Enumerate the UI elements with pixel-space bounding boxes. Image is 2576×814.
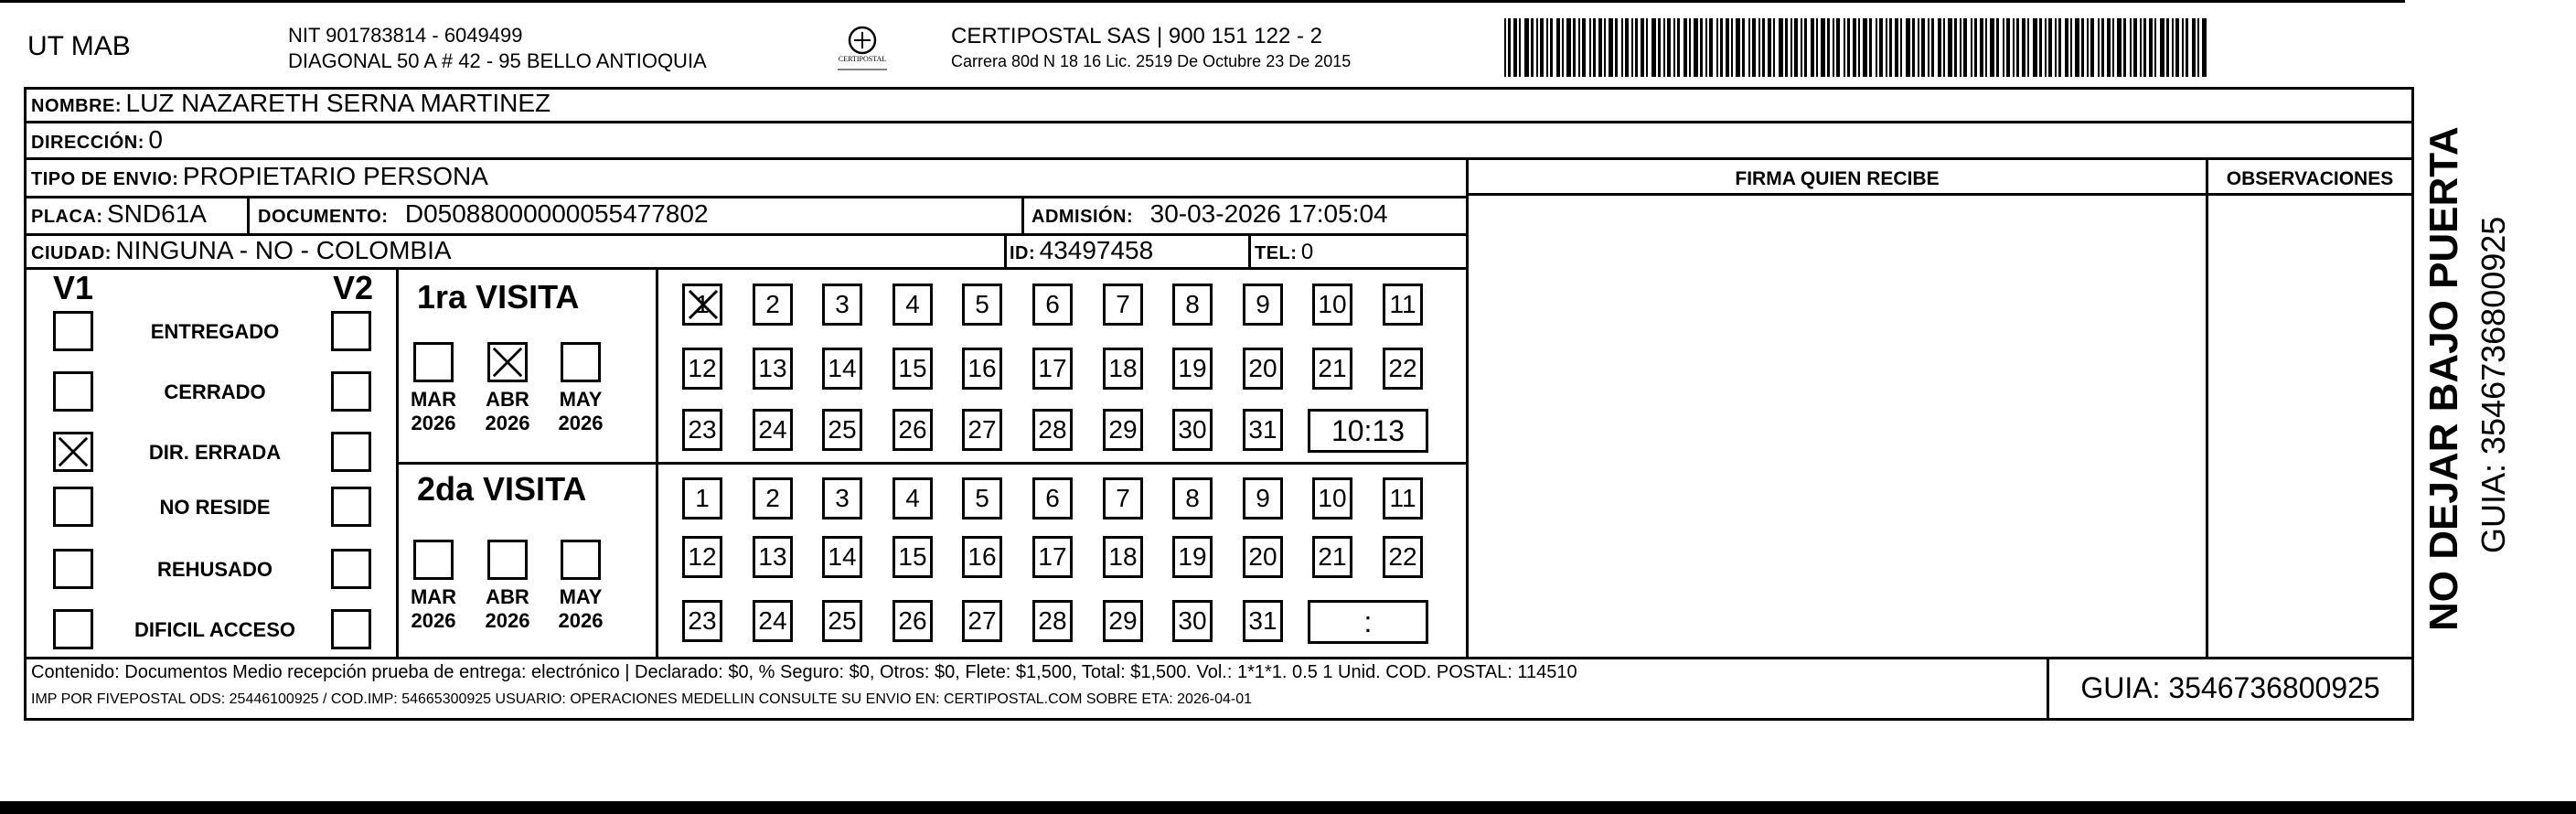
day-box[interactable]: 20 xyxy=(1243,536,1283,578)
month-checkbox[interactable] xyxy=(487,540,528,580)
year-label: 2026 xyxy=(485,412,530,434)
day-box[interactable]: 18 xyxy=(1103,348,1143,390)
day-box[interactable]: 5 xyxy=(962,477,1002,519)
day-box[interactable]: 21 xyxy=(1312,536,1352,578)
v2-checkbox[interactable] xyxy=(331,311,371,351)
day-box[interactable]: 28 xyxy=(1032,600,1073,642)
day-box[interactable]: 7 xyxy=(1103,477,1143,519)
year-label: 2026 xyxy=(411,412,456,434)
sig-divider xyxy=(1466,157,1469,657)
day-box[interactable]: 27 xyxy=(962,409,1002,451)
tel-label: TEL: xyxy=(1255,243,1298,263)
direccion-value: 0 xyxy=(148,125,163,154)
day-box[interactable]: 4 xyxy=(893,284,933,326)
time-field[interactable]: 10:13 xyxy=(1308,409,1428,453)
day-box[interactable]: 24 xyxy=(753,600,793,642)
top-rule xyxy=(0,0,2405,3)
obs-divider xyxy=(2206,157,2208,657)
day-box[interactable]: 11 xyxy=(1383,284,1423,326)
day-box[interactable]: 21 xyxy=(1312,348,1352,390)
side-warning: NO DEJAR BAJO PUERTA xyxy=(2421,126,2466,631)
day-box[interactable]: 2 xyxy=(753,477,793,519)
sender-nit: NIT 901783814 - 6049499 xyxy=(288,24,523,47)
day-box[interactable]: 6 xyxy=(1032,284,1073,326)
day-box[interactable]: 22 xyxy=(1383,536,1423,578)
day-box[interactable]: 16 xyxy=(962,536,1002,578)
footer-divider xyxy=(24,657,2414,659)
sig-header-divider xyxy=(1466,193,2414,196)
day-box[interactable]: 3 xyxy=(822,284,862,326)
day-box[interactable]: 18 xyxy=(1103,536,1143,578)
day-box[interactable]: 12 xyxy=(682,348,722,390)
year-label: 2026 xyxy=(558,412,604,434)
day-box[interactable]: 14 xyxy=(822,536,862,578)
day-box[interactable]: 2 xyxy=(753,284,793,326)
time-field[interactable]: : xyxy=(1308,600,1428,644)
month-label: MAY xyxy=(559,585,603,608)
id-divider xyxy=(1004,233,1007,267)
footer-guia: GUIA: 3546736800925 xyxy=(2080,671,2380,704)
admision-label: ADMISIÓN: xyxy=(1031,207,1134,227)
visita2-title: 2da VISITA xyxy=(417,470,587,508)
row-divider xyxy=(24,196,1469,198)
tel-field xyxy=(1255,240,1313,265)
day-box[interactable]: 29 xyxy=(1103,600,1143,642)
v1-checkbox[interactable] xyxy=(53,609,93,649)
tel-value: 0 xyxy=(1300,240,1314,264)
day-box[interactable]: 8 xyxy=(1172,477,1213,519)
footer-imp: IMP POR FIVEPOSTAL ODS: 25446100925 / COD.IMP: 54665300925 USUARIO: OPERACIONES MEDELLIN CONSULTE SU ENVIO EN: CERTIPOSTAL.COM SOBRE ETA: 2026-04-01 xyxy=(31,691,1252,707)
visita1-title: 1ra VISITA xyxy=(417,278,580,316)
day-box[interactable]: 31 xyxy=(1243,600,1283,642)
v2-checkbox[interactable] xyxy=(331,609,371,649)
month-label: MAY xyxy=(559,388,603,411)
company-license: Carrera 80d N 18 16 Lic. 2519 De Octubre 23 De 2015 xyxy=(951,52,1352,70)
documento-field xyxy=(258,199,709,229)
month-label: MAR xyxy=(410,388,457,411)
day-box[interactable]: 7 xyxy=(1103,284,1143,326)
year-label: 2026 xyxy=(558,609,604,632)
row-divider xyxy=(24,157,2414,160)
tipo-row xyxy=(31,162,488,191)
day-box[interactable]: 4 xyxy=(893,477,933,519)
day-box[interactable]: 23 xyxy=(682,409,722,451)
company-name: CERTIPOSTAL SAS | 900 151 122 - 2 xyxy=(951,24,1322,48)
day-box[interactable]: 25 xyxy=(822,409,862,451)
sender-address: DIAGONAL 50 A # 42 - 95 BELLO ANTIOQUIA xyxy=(288,49,707,72)
id-label: ID: xyxy=(1010,243,1036,263)
v1-checkbox[interactable] xyxy=(53,371,93,412)
visita-divider xyxy=(396,462,1466,465)
admision-field xyxy=(1031,199,1388,229)
day-box[interactable]: 15 xyxy=(893,348,933,390)
day-box[interactable]: 13 xyxy=(753,348,793,390)
status-reason-label: DIR. ERRADA xyxy=(148,441,282,464)
day-box[interactable]: 13 xyxy=(753,536,793,578)
month-label: ABR xyxy=(486,388,529,411)
status-reason-label: DIFICIL ACCESO xyxy=(134,618,295,641)
v1-checkbox[interactable] xyxy=(53,549,93,589)
status-reason-label: ENTREGADO xyxy=(150,320,280,343)
ciudad-field xyxy=(31,236,452,265)
day-box[interactable]: 26 xyxy=(893,409,933,451)
tipo-value: PROPIETARIO PERSONA xyxy=(182,162,488,190)
year-label: 2026 xyxy=(485,609,530,632)
v2-checkbox[interactable] xyxy=(331,432,371,472)
month-checkbox[interactable] xyxy=(561,342,601,382)
logo-text: CERTIPOSTAL xyxy=(838,55,887,63)
day-box[interactable]: 3 xyxy=(822,477,862,519)
nombre-row xyxy=(31,89,550,118)
day-box[interactable]: 23 xyxy=(682,600,722,642)
row-divider xyxy=(24,121,2414,123)
v2-checkbox[interactable] xyxy=(331,487,371,527)
barcode xyxy=(1504,18,2208,77)
row-divider xyxy=(24,267,1469,270)
v2-label: V2 xyxy=(333,269,374,306)
day-box[interactable]: 6 xyxy=(1032,477,1073,519)
placa-value: SND61A xyxy=(107,199,207,228)
v1-checkbox[interactable] xyxy=(53,432,93,472)
day-box[interactable]: 29 xyxy=(1103,409,1143,451)
day-box[interactable]: 24 xyxy=(753,409,793,451)
day-box[interactable]: 30 xyxy=(1172,600,1213,642)
day-box[interactable]: 9 xyxy=(1243,477,1283,519)
v2-checkbox[interactable] xyxy=(331,371,371,412)
day-box[interactable]: 19 xyxy=(1172,348,1213,390)
side-guia: GUIA: 3546736800925 xyxy=(2474,216,2512,553)
months-divider xyxy=(656,267,658,657)
day-box[interactable]: 11 xyxy=(1383,477,1423,519)
month-checkbox[interactable] xyxy=(487,342,528,382)
status-reason-label: CERRADO xyxy=(164,380,266,403)
id-field xyxy=(1010,236,1153,265)
day-box[interactable]: 10 xyxy=(1312,284,1352,326)
placa-divider xyxy=(247,196,250,233)
month-label: MAR xyxy=(410,585,457,608)
day-box[interactable]: 9 xyxy=(1243,284,1283,326)
admision-value: 30-03-2026 17:05:04 xyxy=(1149,199,1388,228)
documento-label: DOCUMENTO: xyxy=(258,207,389,227)
month-checkbox[interactable] xyxy=(413,540,454,580)
nombre-value: LUZ NAZARETH SERNA MARTINEZ xyxy=(125,89,551,117)
direccion-row xyxy=(31,125,163,155)
observaciones-label: OBSERVACIONES xyxy=(2226,168,2394,189)
day-box[interactable]: 30 xyxy=(1172,409,1213,451)
day-box[interactable]: 17 xyxy=(1032,348,1073,390)
day-box[interactable]: 10 xyxy=(1312,477,1352,519)
day-box[interactable]: 28 xyxy=(1032,409,1073,451)
footer-contenido: Contenido: Documentos Medio recepción prueba de entrega: electrónico | Declarado: $0, % Seguro: $0, Otros: $0, Flete: $1,500, Total: $1,500. Vol.: 1*1*1. 0.5 1 Unid. COD. POSTAL: 114510 xyxy=(31,662,1577,682)
day-box[interactable]: 14 xyxy=(822,348,862,390)
v2-checkbox[interactable] xyxy=(331,549,371,589)
placa-field xyxy=(31,199,207,229)
day-box[interactable]: 15 xyxy=(893,536,933,578)
ciudad-label: CIUDAD: xyxy=(31,243,112,263)
day-box[interactable]: 12 xyxy=(682,536,722,578)
day-box[interactable]: 26 xyxy=(893,600,933,642)
day-box[interactable]: 1 xyxy=(682,284,722,326)
status-reason-label: REHUSADO xyxy=(157,558,273,581)
day-box[interactable]: 1 xyxy=(682,477,722,519)
firma-label: FIRMA QUIEN RECIBE xyxy=(1735,168,1940,189)
day-box[interactable]: 16 xyxy=(962,348,1002,390)
ciudad-value: NINGUNA - NO - COLOMBIA xyxy=(115,236,452,264)
nombre-label: NOMBRE: xyxy=(31,96,123,116)
tel-divider xyxy=(1248,233,1251,267)
direccion-label: DIRECCIÓN: xyxy=(31,133,144,153)
v1-checkbox[interactable] xyxy=(53,311,93,351)
day-box[interactable]: 22 xyxy=(1383,348,1423,390)
status-reason-label: NO RESIDE xyxy=(159,496,271,519)
certipostal-logo xyxy=(830,20,894,75)
id-value: 43497458 xyxy=(1039,236,1154,264)
day-box[interactable]: 27 xyxy=(962,600,1002,642)
day-box[interactable]: 8 xyxy=(1172,284,1213,326)
v1-checkbox[interactable] xyxy=(53,487,93,527)
day-box[interactable]: 31 xyxy=(1243,409,1283,451)
day-box[interactable]: 20 xyxy=(1243,348,1283,390)
placa-label: PLACA: xyxy=(31,207,103,227)
day-box[interactable]: 17 xyxy=(1032,536,1073,578)
v1-label: V1 xyxy=(53,269,94,306)
admision-divider xyxy=(1021,196,1024,233)
month-checkbox[interactable] xyxy=(561,540,601,580)
bottom-bar xyxy=(0,801,2576,814)
day-box[interactable]: 25 xyxy=(822,600,862,642)
month-label: ABR xyxy=(486,585,529,608)
day-box[interactable]: 5 xyxy=(962,284,1002,326)
documento-value: D05088000000055477802 xyxy=(404,199,709,228)
year-label: 2026 xyxy=(411,609,456,632)
month-checkbox[interactable] xyxy=(413,342,454,382)
day-box[interactable]: 19 xyxy=(1172,536,1213,578)
sender-name: UT MAB xyxy=(27,31,131,61)
tipo-label: TIPO DE ENVIO: xyxy=(31,169,179,189)
